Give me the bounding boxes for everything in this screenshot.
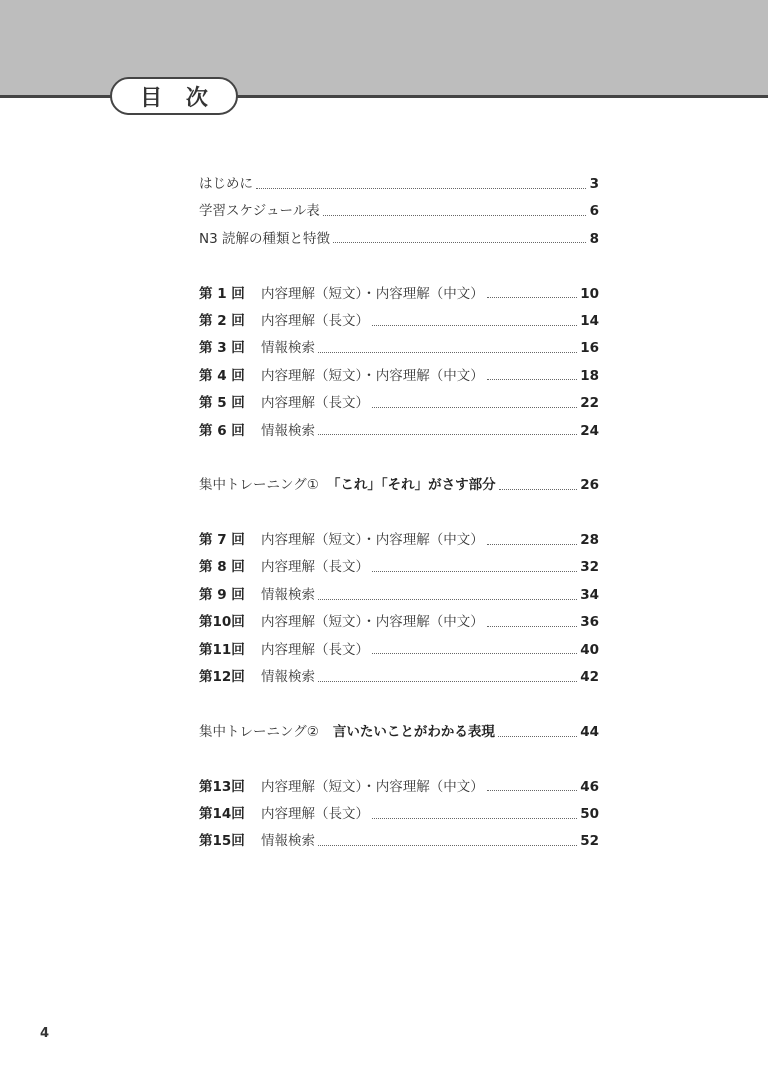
lesson-number: 第10回	[199, 614, 245, 631]
leader-dots	[487, 789, 577, 791]
toc-entry-page: 24	[580, 422, 599, 439]
leader-dots	[487, 378, 577, 380]
lesson-number: 第 7 回	[199, 532, 245, 549]
lesson-number: 第 9 回	[199, 586, 245, 603]
toc-entry-page: 14	[580, 312, 599, 329]
lesson-number: 第 4 回	[199, 367, 245, 384]
lesson-number: 第 5 回	[199, 395, 245, 412]
toc-entry-page: 52	[580, 833, 599, 850]
toc-entry-lesson[interactable]	[199, 774, 599, 801]
lesson-number: 第 3 回	[199, 340, 245, 357]
toc-entry-page: 18	[580, 367, 599, 384]
training-title: 「これ」「それ」がさす部分	[326, 477, 496, 494]
toc-entry-label: 内容理解（短文）・内容理解（中文）	[261, 367, 484, 384]
lesson-number: 第15回	[199, 833, 245, 850]
toc-entry-page: 34	[580, 586, 599, 603]
toc-entry-page: 44	[580, 723, 599, 740]
toc-entry-n3-types[interactable]	[199, 226, 599, 253]
toc-entry-page: 42	[580, 669, 599, 686]
leader-dots	[487, 543, 577, 545]
page-title: 目 次	[110, 77, 238, 115]
lesson-number: 第 8 回	[199, 559, 245, 576]
leader-dots	[487, 296, 577, 298]
toc-entry-label: 内容理解（長文）	[261, 395, 369, 412]
training-title: 言いたいことがわかる表現	[332, 723, 495, 740]
leader-dots	[499, 488, 578, 490]
toc-entry-label: 情報検索	[261, 340, 315, 357]
toc-entry-label: 内容理解（短文）・内容理解（中文）	[261, 532, 484, 549]
lesson-number: 第 1 回	[199, 285, 245, 302]
toc-entry-lesson[interactable]	[199, 363, 599, 390]
toc-entry-label: 内容理解（長文）	[261, 559, 369, 576]
toc-entry-training-2[interactable]	[199, 719, 599, 746]
toc-entry-page: 8	[589, 230, 599, 247]
toc-entry-label: 情報検索	[261, 833, 315, 850]
toc-entry-lesson[interactable]	[199, 308, 599, 335]
toc-entry-page: 50	[580, 805, 599, 822]
leader-dots	[318, 351, 577, 353]
lesson-number: 第14回	[199, 805, 245, 822]
toc-entry-label: 学習スケジュール表	[199, 203, 320, 220]
leader-dots	[318, 844, 577, 846]
toc-entry-page: 32	[580, 559, 599, 576]
toc-entry-page: 36	[580, 614, 599, 631]
toc-entry-label: 内容理解（長文）	[261, 312, 369, 329]
leader-dots	[318, 433, 577, 435]
toc-entry-lesson[interactable]	[199, 335, 599, 362]
leader-dots	[487, 625, 577, 627]
toc-entry-lesson[interactable]	[199, 390, 599, 417]
toc-entry-label: 内容理解（長文）	[261, 641, 369, 658]
leader-dots	[323, 214, 586, 216]
toc-entry-label: 情報検索	[261, 586, 315, 603]
toc-entry-page: 26	[580, 477, 599, 494]
toc-entry-lesson[interactable]	[199, 828, 599, 855]
toc-entry-page: 40	[580, 641, 599, 658]
lesson-number: 第13回	[199, 778, 245, 795]
toc-entry-lesson[interactable]	[199, 281, 599, 308]
leader-dots	[333, 241, 586, 243]
toc-entry-label: 情報検索	[261, 669, 315, 686]
toc-entry-page: 22	[580, 395, 599, 412]
table-of-contents	[199, 171, 599, 856]
toc-entry-lesson[interactable]	[199, 801, 599, 828]
page-number: 4	[40, 1026, 50, 1041]
leader-dots	[318, 598, 577, 600]
toc-entry-lesson[interactable]	[199, 554, 599, 581]
leader-dots	[498, 735, 577, 737]
leader-dots	[318, 680, 577, 682]
toc-entry-lesson[interactable]	[199, 664, 599, 691]
toc-entry-schedule[interactable]	[199, 198, 599, 225]
leader-dots	[372, 652, 577, 654]
toc-entry-label: 内容理解（短文）・内容理解（中文）	[261, 285, 484, 302]
toc-entry-lesson[interactable]	[199, 582, 599, 609]
toc-entry-lesson[interactable]	[199, 418, 599, 445]
toc-entry-label: 内容理解（短文）・内容理解（中文）	[261, 778, 484, 795]
leader-dots	[256, 187, 586, 189]
leader-dots	[372, 324, 577, 326]
toc-entry-label: 内容理解（長文）	[261, 805, 369, 822]
training-prefix: 集中トレーニング①	[199, 477, 319, 494]
toc-entry-lesson[interactable]	[199, 527, 599, 554]
leader-dots	[372, 817, 577, 819]
toc-entry-page: 28	[580, 532, 599, 549]
training-prefix: 集中トレーニング②	[199, 723, 319, 740]
toc-entry-lesson[interactable]	[199, 637, 599, 664]
toc-entry-label: 内容理解（短文）・内容理解（中文）	[261, 614, 484, 631]
toc-entry-page: 10	[580, 285, 599, 302]
toc-entry-label: 情報検索	[261, 422, 315, 439]
lesson-number: 第 2 回	[199, 312, 245, 329]
toc-entry-page: 6	[589, 203, 599, 220]
toc-entry-label: N3 読解の種類と特徴	[199, 230, 330, 247]
leader-dots	[372, 406, 577, 408]
toc-entry-page: 46	[580, 778, 599, 795]
lesson-number: 第12回	[199, 669, 245, 686]
toc-entry-lesson[interactable]	[199, 609, 599, 636]
lesson-number: 第 6 回	[199, 422, 245, 439]
toc-entry-label: はじめに	[199, 176, 253, 192]
lesson-number: 第11回	[199, 641, 245, 658]
toc-entry-page: 16	[580, 340, 599, 357]
leader-dots	[372, 570, 577, 572]
toc-entry-training-1[interactable]	[199, 472, 599, 499]
toc-entry-intro[interactable]	[199, 171, 599, 198]
toc-entry-page: 3	[589, 176, 599, 192]
